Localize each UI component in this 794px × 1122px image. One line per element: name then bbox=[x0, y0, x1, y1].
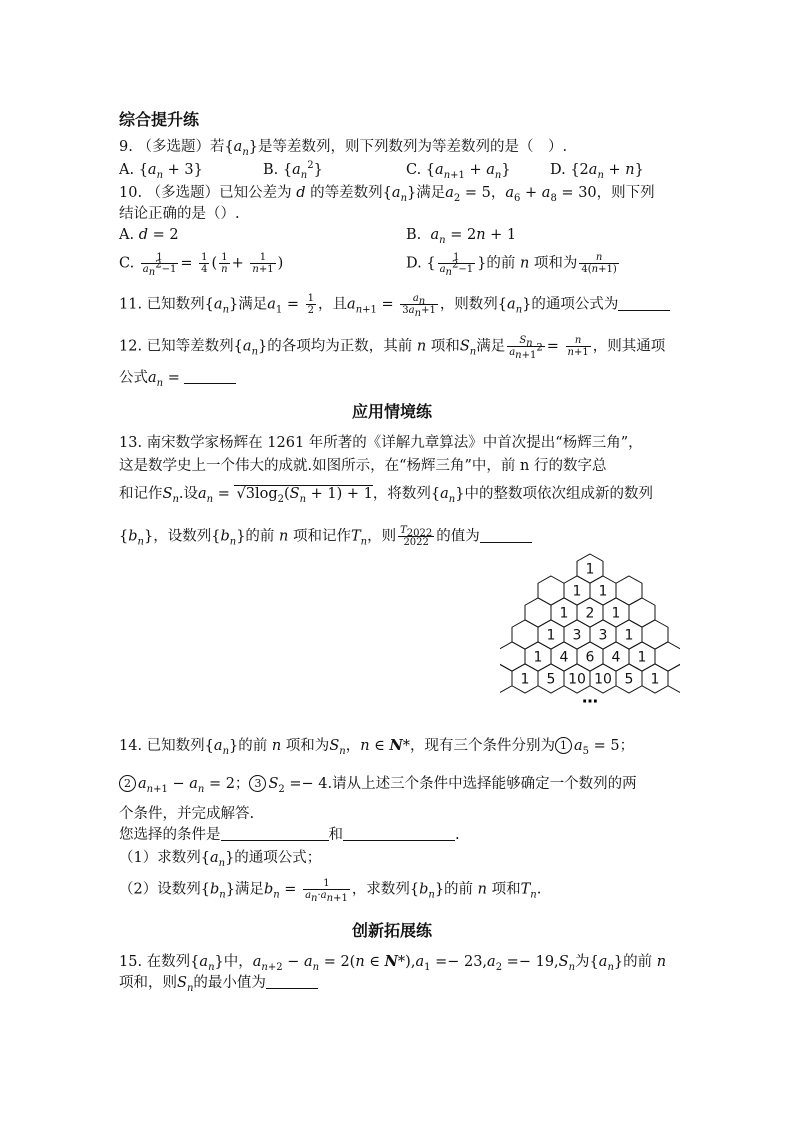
hex-cell-value: 6 bbox=[585, 649, 595, 666]
q12-stem-line2: 公式$a_n$ = bbox=[119, 369, 236, 387]
hex-cell-value: 3 bbox=[572, 627, 582, 644]
hex-cell-value: 5 bbox=[546, 671, 556, 688]
hex-cell-value: 4 bbox=[559, 649, 569, 666]
triangle-ellipsis: … bbox=[582, 687, 598, 707]
hex-cell-value: 1 bbox=[650, 671, 660, 688]
q10-option-a: A. d = 2 bbox=[119, 227, 179, 243]
q12-stem-line1: 12. 已知等差数列$\{a_n\}$的各项均为正数，其前 n 项和$S_n$满足 $\frac{S_n}{a_{n+1}^2}$ = $\frac{n}{n+1}$ ，则其通项 bbox=[119, 335, 666, 361]
section-heading-application: 应用情境练 bbox=[352, 402, 433, 421]
section-heading-innovation: 创新拓展练 bbox=[352, 921, 433, 940]
hex-cell-value: 1 bbox=[598, 583, 608, 600]
hex-cell-value: 1 bbox=[585, 561, 595, 578]
hex-cell-value: 10 bbox=[568, 671, 586, 688]
hex-cell-value: 10 bbox=[594, 671, 612, 688]
q9-stem: 9. （多选题）若$\{a_n\}$是等差数列，则下列数列为等差数列的是（ ）. bbox=[119, 139, 568, 158]
q10-stem-line2: 结论正确的是（）. bbox=[119, 206, 240, 222]
hex-cell-value: 3 bbox=[598, 627, 608, 644]
q14-line3: 个条件，并完成解答. bbox=[119, 806, 255, 822]
hex-cell-value: 4 bbox=[611, 649, 621, 666]
hex-cell-value: 1 bbox=[520, 671, 530, 688]
q9-option-d: D. $\{2a_n + n\}$ bbox=[550, 162, 644, 181]
q14-part1: （1）求数列$\{a_n\}$的通项公式； bbox=[119, 850, 322, 869]
q13-line3: 和记作$S_n$.设$a_n = √3\log_2(S_n + 1) + 1$，将数列$\{a_n\}$中的整数项依次组成新的数列 bbox=[119, 486, 653, 505]
q14-line2: 2 $a_{n+1} - a_n = 2$； 3 $S_2 =- 4$.请从上述三个条件中选择能够确定一个数列的两 bbox=[119, 775, 637, 793]
hex-cell-value: 1 bbox=[637, 649, 647, 666]
q15-line1: 15. 在数列$\{a_n\}$中，$a_{n+2} - a_n = 2(n$ ∈ $N*),a_1 =- 23,a_2 =- 19,S_n$为$\{a_n\}$的前 n bbox=[119, 953, 667, 973]
q10-option-b: B. $a_n = 2n + 1$ bbox=[406, 227, 517, 246]
q15-line2: 项和，则$S_n$的最小值为 bbox=[119, 974, 318, 992]
q9-option-a: A. $\{a_n + 3\}$ bbox=[119, 162, 203, 181]
q14-part2: （2）设数列$\{b_n\}$满足$b_n$ = $\frac{1}{a_n\cdot a_{n+1}}$ ，求数列$\{b_n\}$的前 n 项和$T_n$. bbox=[119, 878, 542, 904]
hex-cell-value: 5 bbox=[624, 671, 634, 688]
hex-cell-value: 1 bbox=[546, 627, 556, 644]
q14-line1: 14. 已知数列$\{a_n\}$的前 n 项和为$S_n$，n ∈ N*，现有三个条件分别为 1 $a_5 = 5$； bbox=[119, 737, 635, 757]
hex-cell-value: 1 bbox=[533, 649, 543, 666]
q13-line4: $\{b_n\}$，设数列$\{b_n\}$的前 n 项和记作$T_n$，则 $\frac{T_{2022}}{2022}$ 的值为 bbox=[119, 525, 532, 548]
hex-cell-value: 1 bbox=[624, 627, 634, 644]
section-heading-comprehensive: 综合提升练 bbox=[119, 110, 200, 129]
q13-line1: 13. 南宋数学家杨辉在 1261 年所著的《详解九章算法》中首次提出“杨辉三角”， bbox=[119, 435, 643, 451]
hex-cell-value: 1 bbox=[559, 605, 569, 622]
hex-cell-value: 1 bbox=[572, 583, 582, 600]
q11-stem: 11. 已知数列$\{a_n\}$满足$a_1$ = $\frac{1}{2}$ ，且$a_{n+1}$ = $\frac{a_n}{3a_n+1}$ ，则数列$\{a_n\}$的通项公式为 bbox=[119, 293, 670, 316]
yanghui-triangle-figure bbox=[500, 552, 680, 728]
q14-line4: 您选择的条件是 和 . bbox=[119, 827, 460, 843]
hex-cell-value: 2 bbox=[585, 605, 595, 622]
q10-stem-line1: 10. （多选题）已知公差为 d 的等差数列$\{a_n\}$满足$a_2 = 5$，$a_6 + a_8 = 30$，则下列 bbox=[119, 185, 655, 204]
q10-option-d: D. { $\frac{1}{a_n^2-1}$ }的前 n 项和为 $\frac{n}{4(n+1)}$ bbox=[406, 252, 617, 278]
hex-cell-value: 1 bbox=[611, 605, 621, 622]
q9-option-b: B. $\{a_n^2\}$ bbox=[263, 160, 323, 181]
q9-option-c: C. $\{a_{n+1} + a_n\}$ bbox=[406, 162, 511, 181]
q10-option-c: C. $\frac{1}{a_n^2-1}$ = $\frac{1}{4}$ ( $\frac{1}{n}$ + $\frac{1}{n+1}$ ) bbox=[119, 252, 284, 278]
q13-line2: 这是数学史上一个伟大的成就.如图所示，在“杨辉三角”中，前 n 行的数字总 bbox=[119, 458, 607, 474]
